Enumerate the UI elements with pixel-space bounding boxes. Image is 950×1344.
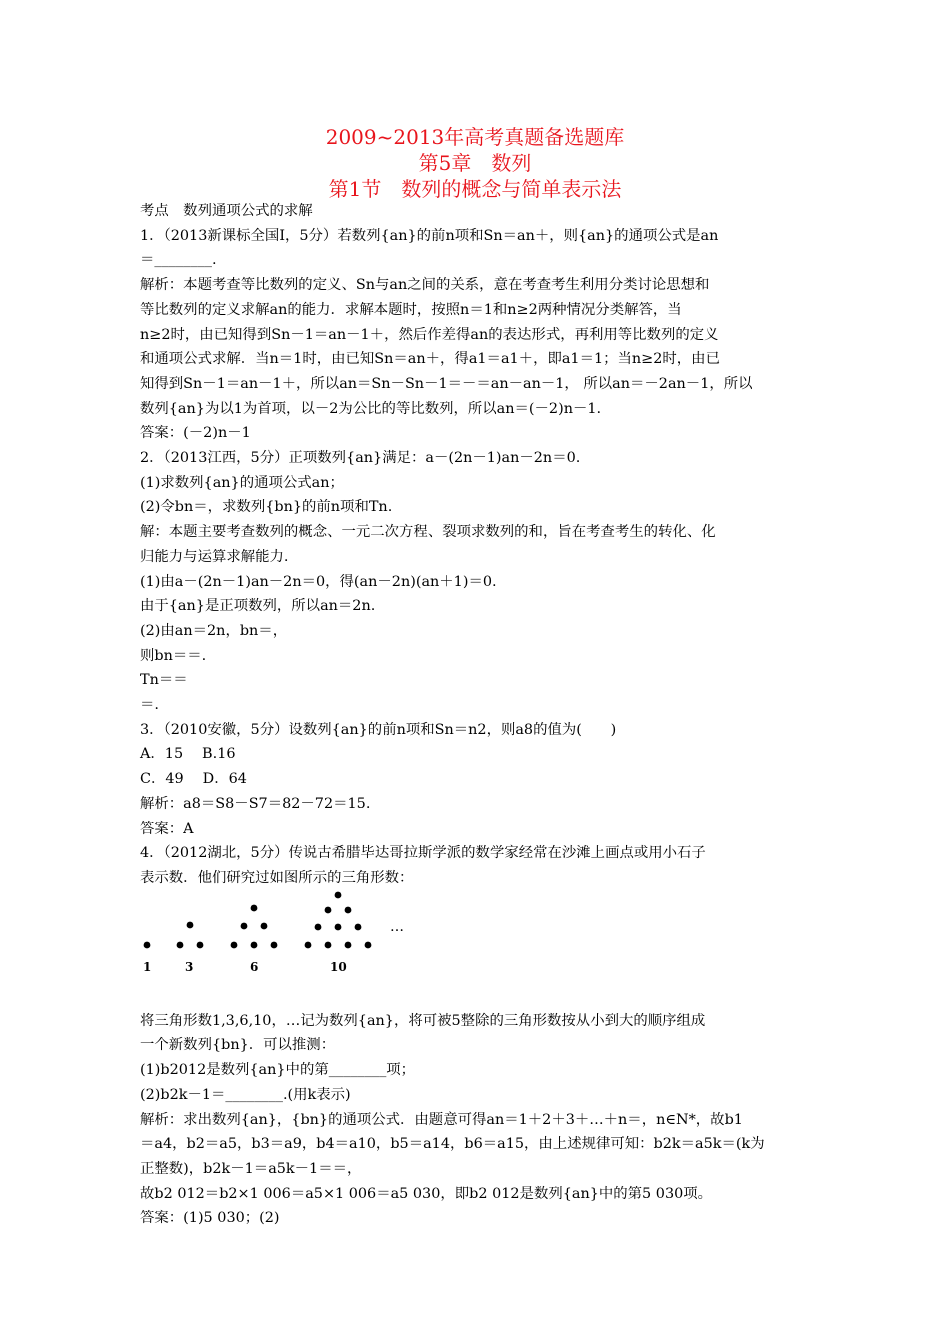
dot	[355, 923, 362, 930]
q1-analysis-line: 数列{an}为以1为首项，以－2为公比的等比数列，所以an＝(－2)n－1.	[140, 400, 602, 417]
dot	[325, 941, 332, 948]
dot	[315, 923, 322, 930]
dot	[271, 941, 278, 948]
dot	[345, 941, 352, 948]
figure-label-3: 3	[185, 959, 194, 974]
q1-answer: 答案：(－2)n－1	[140, 425, 251, 442]
dot	[345, 906, 352, 913]
dot	[335, 923, 342, 930]
q2-solution-line: 解：本题主要考查数列的概念、一元二次方程、裂项求数列的和，旨在考查考生的转化、化	[140, 524, 716, 541]
q4-analysis-line: 正整数)，b2k－1＝a5k－1＝＝，	[140, 1160, 362, 1177]
q4-analysis-line: ＝a4，b2＝a5，b3＝a9，b4＝a10，b5＝a14，b6＝a15，由上述规律可知：b2k＝a5k＝(k为	[140, 1136, 765, 1153]
dot	[325, 906, 332, 913]
q4-line: 表示数．他们研究过如图所示的三角形数：	[140, 869, 414, 886]
dot	[261, 922, 268, 929]
q1-analysis-line: 等比数列的定义求解an的能力．求解本题时，按照n＝1和n≥2两种情况分类解答，当	[140, 301, 682, 318]
triangular-numbers-diagram	[140, 891, 815, 1009]
q2-solution-line: 则bn＝＝.	[140, 647, 207, 664]
figure-ellipsis: …	[390, 918, 404, 935]
q2-solution-line: ＝.	[140, 697, 159, 714]
topic-heading: 考点 数列通项公式的求解	[140, 203, 313, 219]
triangular-numbers-figure	[140, 891, 815, 1009]
q1-line: 1．（2013新课标全国Ⅰ，5分）若数列{an}的前n项和Sn＝an＋，则{an}的通项公式是an	[140, 227, 719, 244]
dot	[251, 941, 258, 948]
q1-analysis-line: n≥2时，由已知得到Sn－1＝an－1＋，然后作差得an的表达形式，再利用等比数列的定义	[140, 326, 719, 343]
section-title: 第1节 数列的概念与简单表示法	[328, 177, 622, 201]
dot	[305, 941, 312, 948]
q4-analysis-line: 解析：求出数列{an}，{bn}的通项公式．由题意可得an＝1＋2＋3＋…＋n＝，n∈N*，故b1	[140, 1111, 743, 1128]
q4-analysis-line: 故b2 012＝b2×1 006＝a5×1 006＝a5 030，即b2 012是数列{an}中的第5 030项。	[140, 1185, 713, 1202]
q4-after-line: (1)b2012是数列{an}中的第________项；	[140, 1062, 416, 1079]
dot	[187, 921, 194, 928]
q1-line: ＝________.	[140, 252, 217, 269]
document-body	[140, 199, 815, 1231]
q2-line: 2．（2013江西，5分）正项数列{an}满足：a－(2n－1)an－2n＝0.	[140, 450, 581, 467]
q3-answer: 答案：A	[140, 820, 194, 837]
dot	[197, 941, 204, 948]
figure-label-10: 10	[330, 959, 347, 974]
q4-after-line: 一个新数列{bn}．可以推测：	[140, 1037, 336, 1054]
q3-analysis: 解析：a8＝S8－S7＝82－72＝15.	[140, 795, 371, 812]
dot	[241, 922, 248, 929]
q2-solution-line: 由于{an}是正项数列，所以an＝2n.	[140, 598, 376, 615]
main-title: 2009~2013年高考真题备选题库	[325, 125, 625, 149]
q3-line: C．49 D．64	[140, 771, 247, 788]
q3-line: 3．（2010安徽，5分）设数列{an}的前n项和Sn＝n2，则a8的值为( )	[140, 721, 617, 738]
dot	[144, 941, 151, 948]
q3-line: A．15 B.16	[140, 746, 236, 763]
q1-analysis-line: 知得到Sn－1＝an－1＋，所以an＝Sn－Sn－1＝－＝an－an－1， 所以an＝－2an－1，所以	[140, 375, 753, 392]
chapter-title: 第5章 数列	[418, 151, 532, 175]
dot	[251, 904, 258, 911]
title-block	[0, 124, 950, 202]
q2-solution-line: 归能力与运算求解能力.	[140, 548, 289, 565]
q2-line: (2)令bn＝，求数列{bn}的前n项和Tn.	[140, 499, 393, 516]
q2-solution-line: (1)由a－(2n－1)an－2n＝0，得(an－2n)(an＋1)＝0.	[140, 573, 497, 590]
figure-label-1: 1	[143, 959, 152, 974]
dot	[231, 941, 238, 948]
q4-after-line: (2)b2k－1＝________.(用k表示)	[140, 1086, 351, 1103]
q1-analysis-line: 和通项公式求解．当n＝1时，由已知Sn＝an＋，得a1＝a1＋，即a1＝1；当n≥2时，由已	[140, 351, 720, 368]
dot	[335, 891, 342, 898]
q1-analysis-line: 解析：本题考查等比数列的定义、Sn与an之间的关系，意在考查考生利用分类讨论思想和	[140, 277, 710, 294]
q4-after-line: 将三角形数1,3,6,10，…记为数列{an}，将可被5整除的三角形数按从小到大的顺序组成	[140, 1012, 706, 1029]
dot	[365, 941, 372, 948]
figure-label-6: 6	[250, 959, 259, 974]
q4-line: 4．（2012湖北，5分）传说古希腊毕达哥拉斯学派的数学家经常在沙滩上画点或用小石子	[140, 845, 706, 862]
q4-answer: 答案：(1)5 030；(2)	[140, 1210, 280, 1227]
q2-solution-line: (2)由an＝2n，bn＝，	[140, 622, 288, 639]
q2-line: (1)求数列{an}的通项公式an；	[140, 474, 344, 491]
dot	[177, 941, 184, 948]
q2-solution-line: Tn＝＝	[140, 672, 188, 689]
